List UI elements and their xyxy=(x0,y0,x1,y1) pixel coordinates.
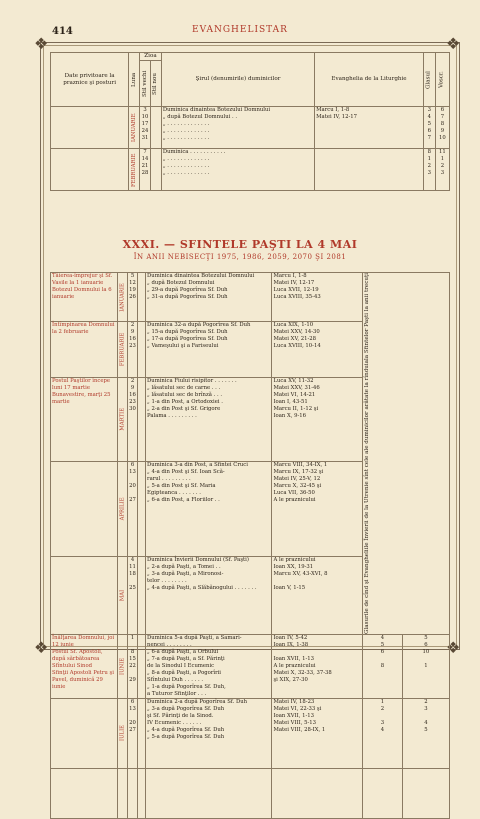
col-header-date: Date privitoare la praznice şi posturi xyxy=(51,53,129,107)
col-header-old-calendar: Stil vechi xyxy=(140,61,151,107)
sunday-titles: Duminica 32-a după Pogorîrea Sf. Duh „ 15-a după Pogorîrea Sf. Duh „ 17-a după Pogorîrea Sf. Duh „ Vameşului şi a Fariseului xyxy=(146,321,272,377)
corner-ornament-br: ❖ xyxy=(446,638,461,657)
day-numbers: 3 10 17 24 31 xyxy=(140,107,151,149)
col-header-month: Luna xyxy=(129,53,140,107)
corner-ornament-tr: ❖ xyxy=(446,34,461,53)
month-label: FEBRUARIE xyxy=(118,321,128,377)
feast-note: Înălţarea Domnului, joi 12 iunie Postul Sf. Apostoli, după sărbătoarea Sfîntului Sinod Sfinţii Apostoli Petru şi Pavel, duminică 29 iunie xyxy=(51,634,118,698)
day-numbers: 2 9 16 23 xyxy=(128,321,138,377)
table-easter-may-4 xyxy=(50,272,450,819)
day-numbers: 1 8 15 22 29 xyxy=(128,634,138,698)
tone-numbers: 8 1 2 3 xyxy=(423,149,435,191)
day-numbers: 4 11 18 25 xyxy=(128,556,138,634)
gospel-refs: Luca XV, 11-32 Matei XXV, 31-46 Matei VI, 14-21 Ioan I, 43-51 Marcu II, 1-12 şi Ioan X, 9-16 xyxy=(272,377,363,462)
gospel-refs: Marcu I, 1-8 Matei IV, 12-17 xyxy=(315,107,424,149)
month-label: IULIE xyxy=(118,698,128,768)
col-header-zioa: Zioa xyxy=(140,53,162,61)
sunday-titles: Duminica dinaintea Botezului Domnului „ după Botezul Domnului . . „ . . . . . . . . . . . . . „ . . . . . . . . . . . . . „ . . . . . . . . . . . . . xyxy=(161,107,314,149)
col-header-new-calendar: Stil nou xyxy=(150,61,161,107)
sunday-titles xyxy=(146,768,272,818)
gospel-refs: Matei IV, 18-23 Matei VI, 22-33 şi Ioan XVII, 1-13 Matei VIII, 5-13 Matei VIII, 28-IX, 1 xyxy=(272,698,363,768)
gospel-refs xyxy=(272,768,363,818)
month-label: IUNIE xyxy=(118,634,128,698)
sunday-titles: Duminica 2-a după Pogorîrea Sf. Duh „ 3-a după Pogorîrea Sf. Duh şi Sf. Părinţi de la Sinod. IV Ecumenic . . . . . . „ 4-a după Pogorîrea Sf. Duh „ 5-a după Pogorîrea Sf. Duh xyxy=(146,698,272,768)
eothina-numbers: 11 1 2 3 xyxy=(435,149,449,191)
tone-numbers: 3 4 5 6 7 xyxy=(423,107,435,149)
month-label: IANUARIE xyxy=(118,273,128,322)
gospel-refs: A le praznicului Ioan XX, 19-31 Marcu XV, 43-XVI, 8 Ioan V, 1-15 xyxy=(272,556,363,634)
page-number: 414 xyxy=(52,26,73,37)
day-numbers: 5 12 19 26 xyxy=(128,273,138,322)
day-numbers: 2 9 16 23 30 xyxy=(128,377,138,462)
eothina-numbers: 5 6 10 1 xyxy=(402,634,449,698)
sunday-titles: Duminica Învierii Domnului (Sf. Paşti) „ 2-a după Paşti, a Tomei . . „ 3-a după Paşti, a Mironosi- telor . . . . . . . . „ 4-a după Paşti, a Slăbănogului . . . . . . . xyxy=(146,556,272,634)
side-note: Glasurile de cînd şi Evangheliile Învierii de la Utrenie sînt cele ale duminicilor arătate la rînduiala Sfintelor Paşti la anii trecuţi xyxy=(363,273,370,634)
month-label: MAI xyxy=(118,556,128,634)
table-previous-section xyxy=(50,52,450,191)
month-label: APRILIE xyxy=(118,462,128,556)
tone-numbers: 1 2 3 4 xyxy=(362,698,402,768)
gospel-refs: Marcu VIII, 34-IX, 1 Marcu IX, 17-32 şi Matei IV, 25-V, 12 Marcu X, 32-45 şi Luca VII, 36-50 A le praznicului xyxy=(272,462,363,556)
day-numbers: 6 13 20 27 xyxy=(128,698,138,768)
running-head: EVANGHELISTAR xyxy=(192,25,288,35)
day-numbers: 7 14 21 28 xyxy=(140,149,151,191)
sunday-titles: Duminica dinaintea Botezului Domnului „ după Botezul Domnului „ 29-a după Pogorîrea Sf. Duh „ 31-a după Pogorîrea Sf. Duh xyxy=(146,273,272,322)
tone-numbers: 4 5 6 8 xyxy=(362,634,402,698)
corner-ornament-tl: ❖ xyxy=(34,34,49,53)
gospel-refs: Marcu I, 1-8 Matei IV, 12-17 Luca XVII, 12-19 Luca XVIII, 35-43 xyxy=(272,273,363,322)
sunday-titles: Duminica 3-a din Post, a Sfintei Cruci „ 4-a din Post şi Sf. Ioan Scă- rarul . . . . . . . . . „ 5-a din Post şi Sf. Maria Egipteanca . . . . . . . „ 6-a din Post, a Floriilor . . xyxy=(146,462,272,556)
eothina-numbers: 6 7 8 9 10 xyxy=(435,107,449,149)
feast-note: Postul Paştilor începe luni 17 martie Bunavestire, marţi 25 martie xyxy=(51,377,118,462)
section-title: XXXI. — SFINTELE PAŞTI LA 4 MAI xyxy=(122,238,358,251)
corner-ornament-bl: ❖ xyxy=(34,638,49,657)
feast-note: Tăierea-împrejur şi Sf. Vasile la 1 ianuarie Botezul Domnului la 6 ianuarie xyxy=(51,273,118,322)
col-header-tone: Glasul xyxy=(423,53,435,107)
gospel-refs: Ioan IV, 5-42 Ioan IX, 1-38 Ioan XVII, 1-13 A le praznicului Matei X, 32-33, 37-38 şi XIX, 27-30 xyxy=(272,634,363,698)
feast-note: Întîmpinarea Domnului la 2 februarie xyxy=(51,321,118,377)
sunday-titles: Duminica . . . . . . . . . . . „ . . . . . . . . . . . . . „ . . . . . . . . . . . . . „ . . . . . . . . . . . . . xyxy=(161,149,314,191)
col-header-sunday-title: Şirul (denumirile) duminicilor xyxy=(161,53,314,107)
sunday-titles: Duminica Fiului risipitor . . . . . . . „ lăsatului sec de carne . . . „ lăsatului sec de brînză . . . „ 1-a din Post, a Ortodoxiei . „ 2-a din Post şi Sf. Grigore Palama . . . . . . . . . xyxy=(146,377,272,462)
col-header-eothina: Voscr. xyxy=(435,53,449,107)
feast-note xyxy=(51,698,118,768)
day-numbers xyxy=(128,768,138,818)
month-label: MARTIE xyxy=(118,377,128,462)
month-label: FEBRUARIE xyxy=(129,149,140,191)
month-label: IANUARIE xyxy=(129,107,140,149)
day-numbers: 6 13 20 27 xyxy=(128,462,138,556)
month-label xyxy=(118,768,128,818)
section-subtitle: ÎN ANII NEBISECŢI 1975, 1986, 2059, 2070 ŞI 2081 xyxy=(133,253,347,261)
gospel-refs: Luca XIX, 1-10 Matei XXV, 14-30 Matei XV, 21-28 Luca XVIII, 10-14 xyxy=(272,321,363,377)
tone-numbers xyxy=(362,768,402,818)
sunday-titles: Duminica 5-a după Paşti, a Samari- nencei . . . . . . . . „ 6-a după Paşti, a Orbului „ 7-a după Paşti, a Sf. Părinţi de la Sinodul I Ecumenic „ 8-a după Paşti, a Pogorîrii Sfîntului Duh . . . . . . „ 1-a după Pogorîrea Sf. Duh, a Tuturor Sfinţilor . . . xyxy=(146,634,272,698)
col-header-gospel: Evanghelia de la Liturghie xyxy=(315,53,424,107)
eothina-numbers: 2 3 4 5 xyxy=(402,698,449,768)
eothina-numbers xyxy=(402,768,449,818)
